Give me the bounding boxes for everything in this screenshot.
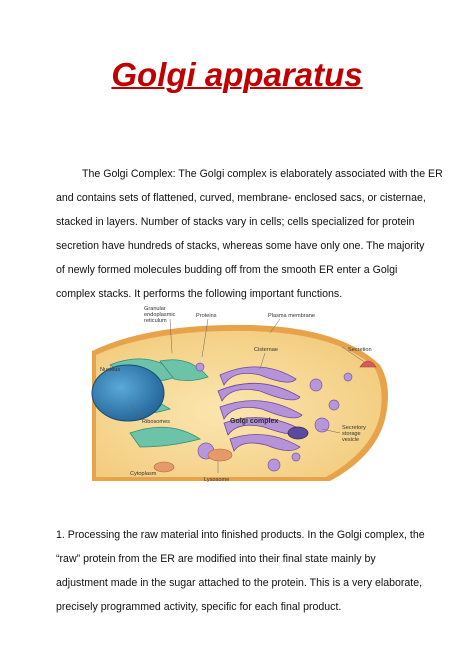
golgi-cell-illustration bbox=[90, 305, 393, 487]
paragraph-line: and contains sets of flattened, curved, membrane- enclosed sacs, or cisternae, bbox=[56, 192, 426, 204]
label-granular-er-3: reticulum bbox=[144, 318, 167, 324]
label-plasma-membrane: Plasma membrane bbox=[268, 313, 315, 319]
label-cytoplasm: Cytoplasm bbox=[130, 471, 157, 477]
label-storage: storage bbox=[342, 431, 361, 437]
function-paragraph bbox=[56, 523, 425, 619]
paragraph-line: secretion have hundreds of stacks, whereas some have only one. The majority bbox=[56, 240, 425, 252]
label-vesicle: vesicle bbox=[342, 437, 360, 443]
secretory-vesicle-shape bbox=[288, 427, 308, 439]
intro-paragraph bbox=[56, 162, 443, 306]
label-golgi-complex: Golgi complex bbox=[230, 418, 279, 425]
label-ribosomes: Ribosomes bbox=[142, 419, 170, 425]
label-nucleus: Nucleus bbox=[100, 367, 121, 373]
nucleus-shape bbox=[92, 365, 164, 421]
paragraph-line: precisely programmed activity, specific for each final product. bbox=[56, 601, 342, 613]
cell-diagram bbox=[90, 305, 393, 487]
paragraph-line: adjustment made in the sugar attached to the protein. This is a very elaborate, bbox=[56, 577, 423, 589]
paragraph-line: stacked in layers. Number of stacks vary in cells; cells specialized for protein bbox=[56, 216, 415, 228]
paragraph-line: The Golgi Complex: The Golgi complex is elaborately associated with the ER bbox=[82, 168, 443, 180]
label-granular-er: Granular bbox=[144, 306, 166, 312]
label-secretory: Secretory bbox=[342, 425, 366, 431]
label-secretion: Secretion bbox=[348, 347, 372, 353]
label-cisternae: Cisternae bbox=[254, 347, 278, 353]
label-granular-er-2: endoplasmic bbox=[144, 312, 176, 318]
document-title: Golgi apparatus bbox=[111, 56, 363, 93]
paragraph-line: of newly formed molecules budding off from the smooth ER enter a Golgi bbox=[56, 264, 398, 276]
paragraph-line: complex stacks. It performs the following important functions. bbox=[56, 288, 343, 300]
paragraph-line: 1. Processing the raw material into finished products. In the Golgi complex, the bbox=[56, 529, 425, 541]
paragraph-line: “raw” protein from the ER are modified into their final state mainly by bbox=[56, 553, 376, 565]
label-proteins: Proteins bbox=[196, 313, 217, 319]
label-lysosome: Lysosome bbox=[204, 477, 230, 483]
